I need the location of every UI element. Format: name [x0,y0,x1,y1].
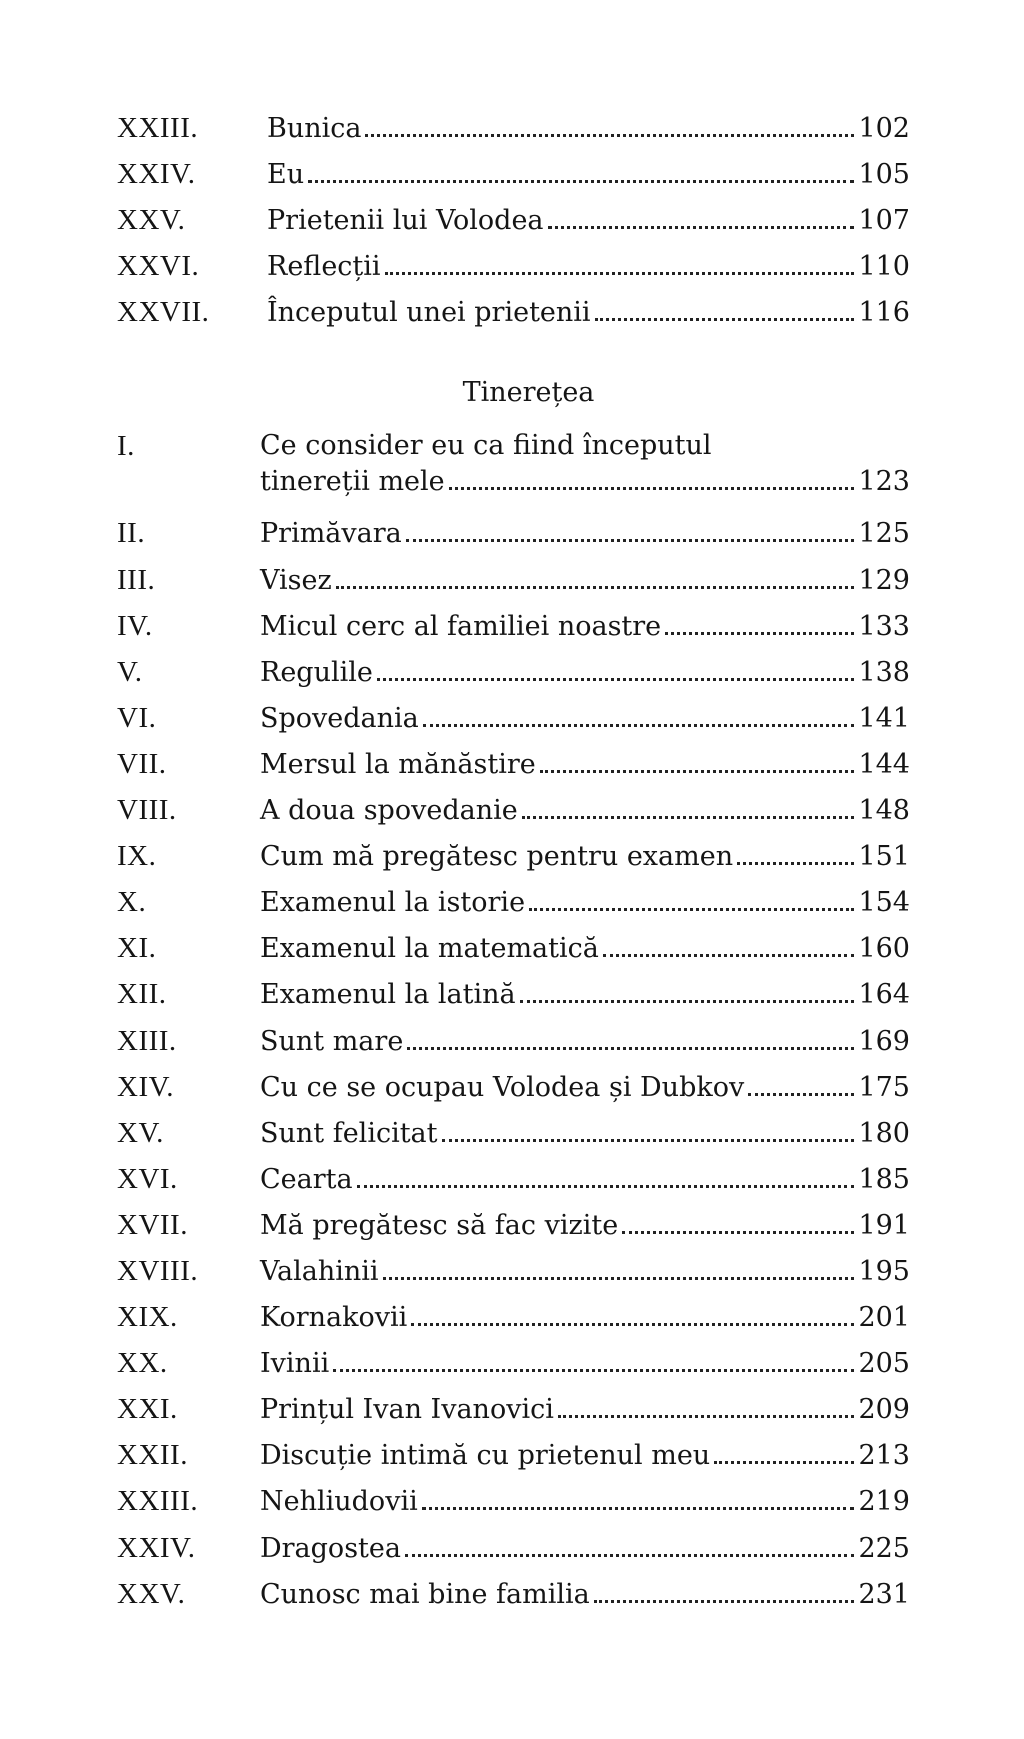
chapter-number: XVII. [117,1208,188,1241]
page-number: 125 [858,518,910,550]
page-number: 107 [858,205,910,237]
chapter-title-line2: tinereții mele [260,466,445,498]
page-number: 195 [858,1255,910,1287]
chapter-number: I. [117,430,135,463]
toc-entry [117,1023,910,1069]
toc-entry [117,1207,910,1253]
toc-entry [117,930,910,976]
page-number: 185 [858,1163,910,1195]
leader-dots [411,1323,854,1326]
chapter-entry [267,111,910,147]
leader-dots [407,1047,854,1050]
chapter-entry [260,1208,910,1244]
table-of-contents [117,110,910,1622]
toc-entry [117,1483,910,1529]
page-number: 105 [858,159,910,191]
chapter-title: Sunt mare [260,1025,404,1057]
leader-dots [622,1231,854,1234]
toc-entry [117,202,910,248]
chapter-title: Eu [267,159,305,191]
chapter-title: Nehliudovii [260,1486,418,1518]
chapter-title: Mă pregătesc să fac vizite [260,1209,619,1241]
leader-dots [449,487,855,490]
chapter-title: Ivinii [260,1348,330,1380]
chapter-entry [260,423,910,500]
chapter-number: IX. [117,840,157,873]
chapter-number: X. [117,886,147,919]
chapter-entry [260,1438,910,1474]
chapter-number: IV. [117,609,153,642]
chapter-number: V. [117,655,143,688]
page-number: 219 [858,1486,910,1518]
leader-dots [333,1369,854,1372]
chapter-entry [260,1484,910,1520]
chapter-number: VIII. [117,794,177,827]
chapter-entry [267,157,910,193]
leader-dots [665,632,854,635]
page-number: 151 [858,841,910,873]
page-number: 123 [858,466,910,498]
toc-entry [117,1391,910,1437]
chapter-title: Prietenii lui Volodea [267,205,544,237]
chapter-title: Cum mă pregătesc pentru examen [260,841,734,873]
page-number: 205 [858,1348,910,1380]
chapter-number: XX. [117,1347,168,1380]
chapter-number: VI. [117,701,157,734]
toc-entry [117,746,910,792]
chapter-entry [260,563,910,599]
page-number: 116 [858,297,910,329]
page-number: 209 [858,1394,910,1426]
leader-dots [737,862,854,865]
page-number: 191 [858,1209,910,1241]
chapter-title: Primăvara [260,518,402,550]
chapter-number: XVI. [117,1162,178,1195]
leader-dots [365,134,854,137]
chapter-entry [260,1531,910,1567]
toc-entry [117,1161,910,1207]
leader-dots [422,1507,855,1510]
chapter-title: Valahinii [260,1255,379,1287]
toc-entry [117,608,910,654]
leader-dots [383,1277,855,1280]
chapter-title: Examenul la latină [260,979,516,1011]
page-number: 102 [858,113,910,144]
leader-dots [308,180,854,183]
leader-dots [406,539,855,542]
chapter-number: XXIII. [117,112,199,144]
chapter-title: Examenul la istorie [260,887,526,919]
chapter-entry [260,1392,910,1428]
chapter-number: XXV. [117,204,186,237]
page-number: 138 [858,656,910,688]
chapter-entry [260,747,910,783]
toc-entry [117,838,910,884]
leader-dots [377,678,855,681]
leader-dots [594,1600,855,1603]
page-number: 141 [858,702,910,734]
page-number: 129 [858,564,910,596]
leader-dots [423,724,855,727]
leader-dots [405,1554,854,1557]
chapter-entry [260,655,910,691]
toc-entry [117,976,910,1022]
toc-entry [117,1069,910,1115]
toc-entry [117,156,910,202]
page-number: 164 [858,979,910,1011]
chapter-entry [267,203,910,239]
leader-dots [540,770,855,773]
page-number: 225 [858,1532,910,1564]
chapter-number: XXVI. [117,250,200,283]
leader-dots [548,226,855,229]
chapter-entry [260,701,910,737]
chapter-title: Spovedania [260,702,419,734]
chapter-number: XIII. [117,1024,177,1057]
page-number: 160 [858,933,910,965]
chapter-number: XII. [117,978,167,1011]
chapter-title: Mersul la mănăstire [260,748,536,780]
chapter-title: Cearta [260,1163,353,1195]
chapter-entry [260,1346,910,1382]
toc-entry [117,1576,910,1622]
page-number: 175 [858,1071,910,1103]
toc-entry [117,248,910,294]
chapter-entry [260,1116,910,1152]
chapter-entry [260,793,910,829]
chapter-entry [267,295,910,331]
leader-dots [522,816,855,819]
chapter-entry [260,931,910,967]
page-number: 144 [858,748,910,780]
chapter-number: XXIV. [117,158,196,191]
chapter-title: Micul cerc al familiei noastre [260,610,662,642]
chapter-entry [260,1254,910,1290]
chapter-title: Examenul la matematică [260,933,599,965]
page-number: 213 [858,1440,910,1472]
chapter-number: II. [117,517,146,550]
toc-entry [117,1253,910,1299]
chapter-entry [260,1024,910,1060]
page-number: 180 [858,1117,910,1149]
toc-entry [117,1345,910,1391]
chapter-entry [260,977,910,1013]
leader-dots [603,954,855,957]
chapter-title: Sunt felicitat [260,1117,438,1149]
chapter-entry [260,1070,910,1106]
leader-dots [336,586,855,589]
leader-dots [558,1415,855,1418]
chapter-entry [260,885,910,921]
toc-entry [117,1115,910,1161]
leader-dots [442,1139,855,1142]
toc-section-adolescence [117,110,910,340]
chapter-title: A doua spovedanie [260,795,518,827]
chapter-title: Bunica [267,113,362,144]
chapter-title: Cu ce se ocupau Volodea și Dubkov [260,1071,745,1103]
leader-dots [520,1000,855,1003]
chapter-title: Cunosc mai bine familia [260,1578,590,1610]
leader-dots [357,1185,855,1188]
chapter-title: Regulile [260,656,373,688]
chapter-entry [260,609,910,645]
leader-dots [595,318,855,321]
chapter-number: XIX. [117,1301,178,1334]
leader-dots [714,1461,854,1464]
chapter-title: Visez [260,564,332,596]
toc-entry [117,423,910,515]
chapter-entry [260,516,910,552]
chapter-number: XXI. [117,1393,178,1426]
chapter-entry [260,1577,910,1613]
toc-entry [117,294,910,340]
toc-entry [117,792,910,838]
chapter-title: Discuție intimă cu prietenul meu [260,1440,711,1472]
chapter-number: XIV. [117,1070,175,1103]
toc-entry [117,884,910,930]
chapter-number: XXVII. [117,296,210,329]
chapter-number: XXIII. [117,1485,199,1518]
chapter-title: Prințul Ivan Ivanovici [260,1394,554,1426]
toc-entry [117,110,910,156]
chapter-entry [260,1162,910,1198]
toc-section-youth [117,515,910,1621]
chapter-number: XVIII. [117,1254,199,1287]
chapter-entry [267,249,910,285]
toc-entry [117,562,910,608]
chapter-entry [260,839,910,875]
chapter-number: VII. [117,747,167,780]
chapter-number: XXIV. [117,1531,196,1564]
page-number: 201 [858,1302,910,1334]
chapter-title: Începutul unei prietenii [267,297,591,329]
page-number: 231 [858,1578,910,1610]
toc-entry [117,654,910,700]
toc-entry [117,515,910,561]
chapter-number: XXII. [117,1439,188,1472]
chapter-number: XI. [117,932,157,965]
chapter-entry [260,1300,910,1336]
page-number: 148 [858,795,910,827]
page-number: 110 [858,251,910,283]
chapter-number: XV. [117,1116,164,1149]
chapter-title-line1: Ce consider eu ca fiind începutul [260,430,712,462]
leader-dots [748,1093,854,1096]
chapter-title: Kornakovii [260,1302,408,1334]
page-number: 133 [858,610,910,642]
toc-entry [117,1437,910,1483]
chapter-title: Reflecții [267,251,381,283]
chapter-title: Dragostea [260,1532,401,1564]
toc-entry [117,700,910,746]
chapter-number: III. [117,563,156,596]
toc-entry [117,1530,910,1576]
leader-dots [385,272,855,275]
section-heading: Tinerețea [462,377,595,409]
page-number: 154 [858,887,910,919]
toc-entry [117,1299,910,1345]
chapter-number: XXV. [117,1577,186,1610]
leader-dots [529,908,854,911]
page-number: 169 [858,1025,910,1057]
